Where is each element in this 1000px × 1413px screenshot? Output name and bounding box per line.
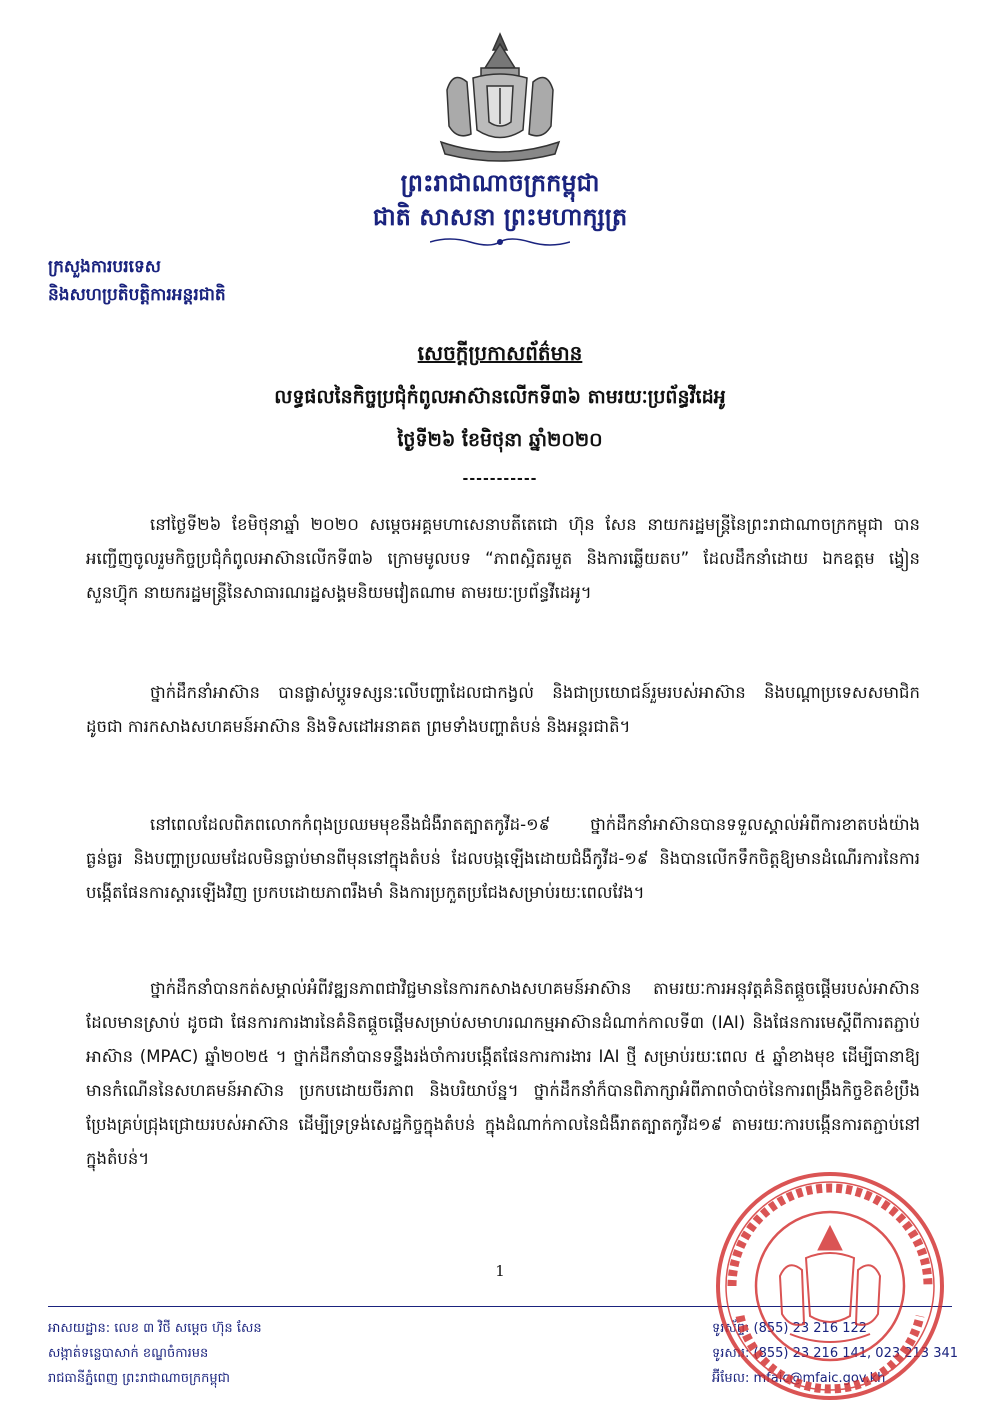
footer-email: អ៊ីមែល: mfaic@mfaic.gov.kh (712, 1371, 886, 1386)
paragraph: ថ្នាក់ដឹកនាំបានកត់សម្គាល់អំពីវឌ្ឍនភាពជាវិជ្ជមាននៃការកសាងសហគមន៍អាស៊ាន តាមរយៈការអនុវត្តគំនិតផ្តួចផ្តើមរបស់អាស៊ានដែលមានស្រាប់ ដូចជា ផែនការការងារនៃគំនិតផ្តួចផ្តើមសម្រាប់សមាហរណកម្មអាស៊ានដំណាក់កាលទី៣ (IAI) និងផែនការមេស្តីពីការតភ្ជាប់អាស៊ាន (MPAC) ឆ្នាំ២០២៥ ។ ថ្នាក់ដឹកនាំបានទន្ទឹងរង់ចាំការបង្កើតផែនការការងារ IAI ថ្មី សម្រាប់រយៈពេល ៥ ឆ្នាំខាងមុខ ដើម្បីធានាឱ្យមានកំណើននៃសហគមន៍អាស៊ាន ប្រកបដោយចីរភាព និងបរិយាប័ន្ន។ ថ្នាក់ដឹកនាំក៏បានពិភាក្សាអំពីភាពចាំបាច់នៃការពង្រឹងកិច្ចខិតខំប្រឹងប្រែងគ្រប់ជ្រុងជ្រោយរបស់អាស៊ាន ដើម្បីទ្រទ្រង់សេដ្ឋកិច្ចក្នុងតំបន់ ក្នុងដំណាក់កាលនៃជំងឺរាតត្បាតកូវីដ១៩ តាមរយៈការបង្កើនការតភ្ជាប់នៅក្នុងតំបន់។ (86, 979, 920, 1168)
ministry-seal-icon (710, 1166, 950, 1406)
paragraph: ថ្នាក់ដឹកនាំអាស៊ាន បានផ្លាស់ប្តូរទស្សនៈលើបញ្ហាដែលជាកង្វល់ និងជាប្រយោជន៍រួមរបស់អាស៊ាន និងបណ្តាប្រទេសសមាជិក ដូចជា ការកសាងសហគមន៍អាស៊ាន និងទិសដៅអនាគត ព្រមទាំងបញ្ហាតំបន់ និងអន្តរជាតិ។ (86, 683, 920, 736)
kingdom-name: ព្រះរាជាណាចក្រកម្ពុជា (400, 169, 600, 197)
royal-coat-of-arms-icon (433, 30, 568, 165)
footer-address-line3: រាជធានីភ្នំពេញ ព្រះរាជាណាចក្រកម្ពុជា (48, 1371, 230, 1386)
kingdom-motto: ជាតិ សាសនា ព្រះមហាក្សត្រ (372, 203, 628, 231)
footer-phone: ទូរស័ព្ទ: (855) 23 216 122 (712, 1321, 868, 1336)
footer-address-line2: សង្កាត់ទន្លេបាសាក់ ខណ្ឌចំការមន (48, 1346, 209, 1361)
ministry-name-line2: និងសហប្រតិបត្តិការអន្តរជាតិ (48, 285, 226, 305)
separator: ----------- (462, 471, 538, 487)
document-subtitle: លទ្ធផលនៃកិច្ចប្រជុំកំពូលអាស៊ានលើកទី៣៦ តាមរយៈប្រព័ន្ធវីដេអូ (274, 386, 726, 408)
paragraph: នៅថ្ងៃទី២៦ ខែមិថុនាឆ្នាំ ២០២០ សម្តេចអគ្គមហាសេនាបតីតេជោ ហ៊ុន សែន នាយករដ្ឋមន្ត្រីនៃព្រះរាជាណាចក្រកម្ពុជា បានអញ្ជើញចូលរួមកិច្ចប្រជុំកំពូលអាស៊ានលើកទី៣៦ ក្រោមមូលបទ “ភាពស្អិតរមួត និងការឆ្លើយតប” ដែលដឹកនាំដោយ ឯកឧត្តម ង្វៀន សួនហ៊្វុក នាយករដ្ឋមន្ត្រីនៃសាធារណរដ្ឋសង្គមនិយមវៀតណាម តាមរយៈប្រព័ន្ធវីដេអូ។ (86, 515, 920, 602)
document-date: ថ្ងៃទី២៦ ខែមិថុនា ឆ្នាំ២០២០ (397, 429, 603, 451)
footer-fax: ទូរសារ: (855) 23 216 141, 023 213 341 (712, 1346, 959, 1361)
footer-address-line1: អាសយដ្ឋាន: លេខ ៣ វិថី សម្តេច ហ៊ុន សែន (48, 1321, 262, 1336)
motto-ornament-icon (430, 236, 570, 248)
page-number: 1 (495, 1262, 505, 1280)
document-title: សេចក្តីប្រកាសព័ត៌មាន (417, 341, 583, 365)
ministry-name-line1: ក្រសួងការបរទេស (48, 257, 161, 277)
paragraph: នៅពេលដែលពិភពលោកកំពុងប្រឈមមុខនឹងជំងឺរាតត្បាតកូវីដ-១៩ ថ្នាក់ដឹកនាំអាស៊ានបានទទួលស្គាល់អំពីការខាតបង់យ៉ាងធ្ងន់ធ្ងរ និងបញ្ហាប្រឈមដែលមិនធ្លាប់មានពីមុននៅក្នុងតំបន់ ដែលបង្កឡើងដោយជំងឺកូវីដ-១៩ និងបានលើកទឹកចិត្តឱ្យមានដំណើរការនៃការបង្កើតផែនការស្តារឡើងវិញ ប្រកបដោយភាពរឹងមាំ និងការប្រកួតប្រជែងសម្រាប់រយៈពេលវែង។ (86, 815, 920, 902)
